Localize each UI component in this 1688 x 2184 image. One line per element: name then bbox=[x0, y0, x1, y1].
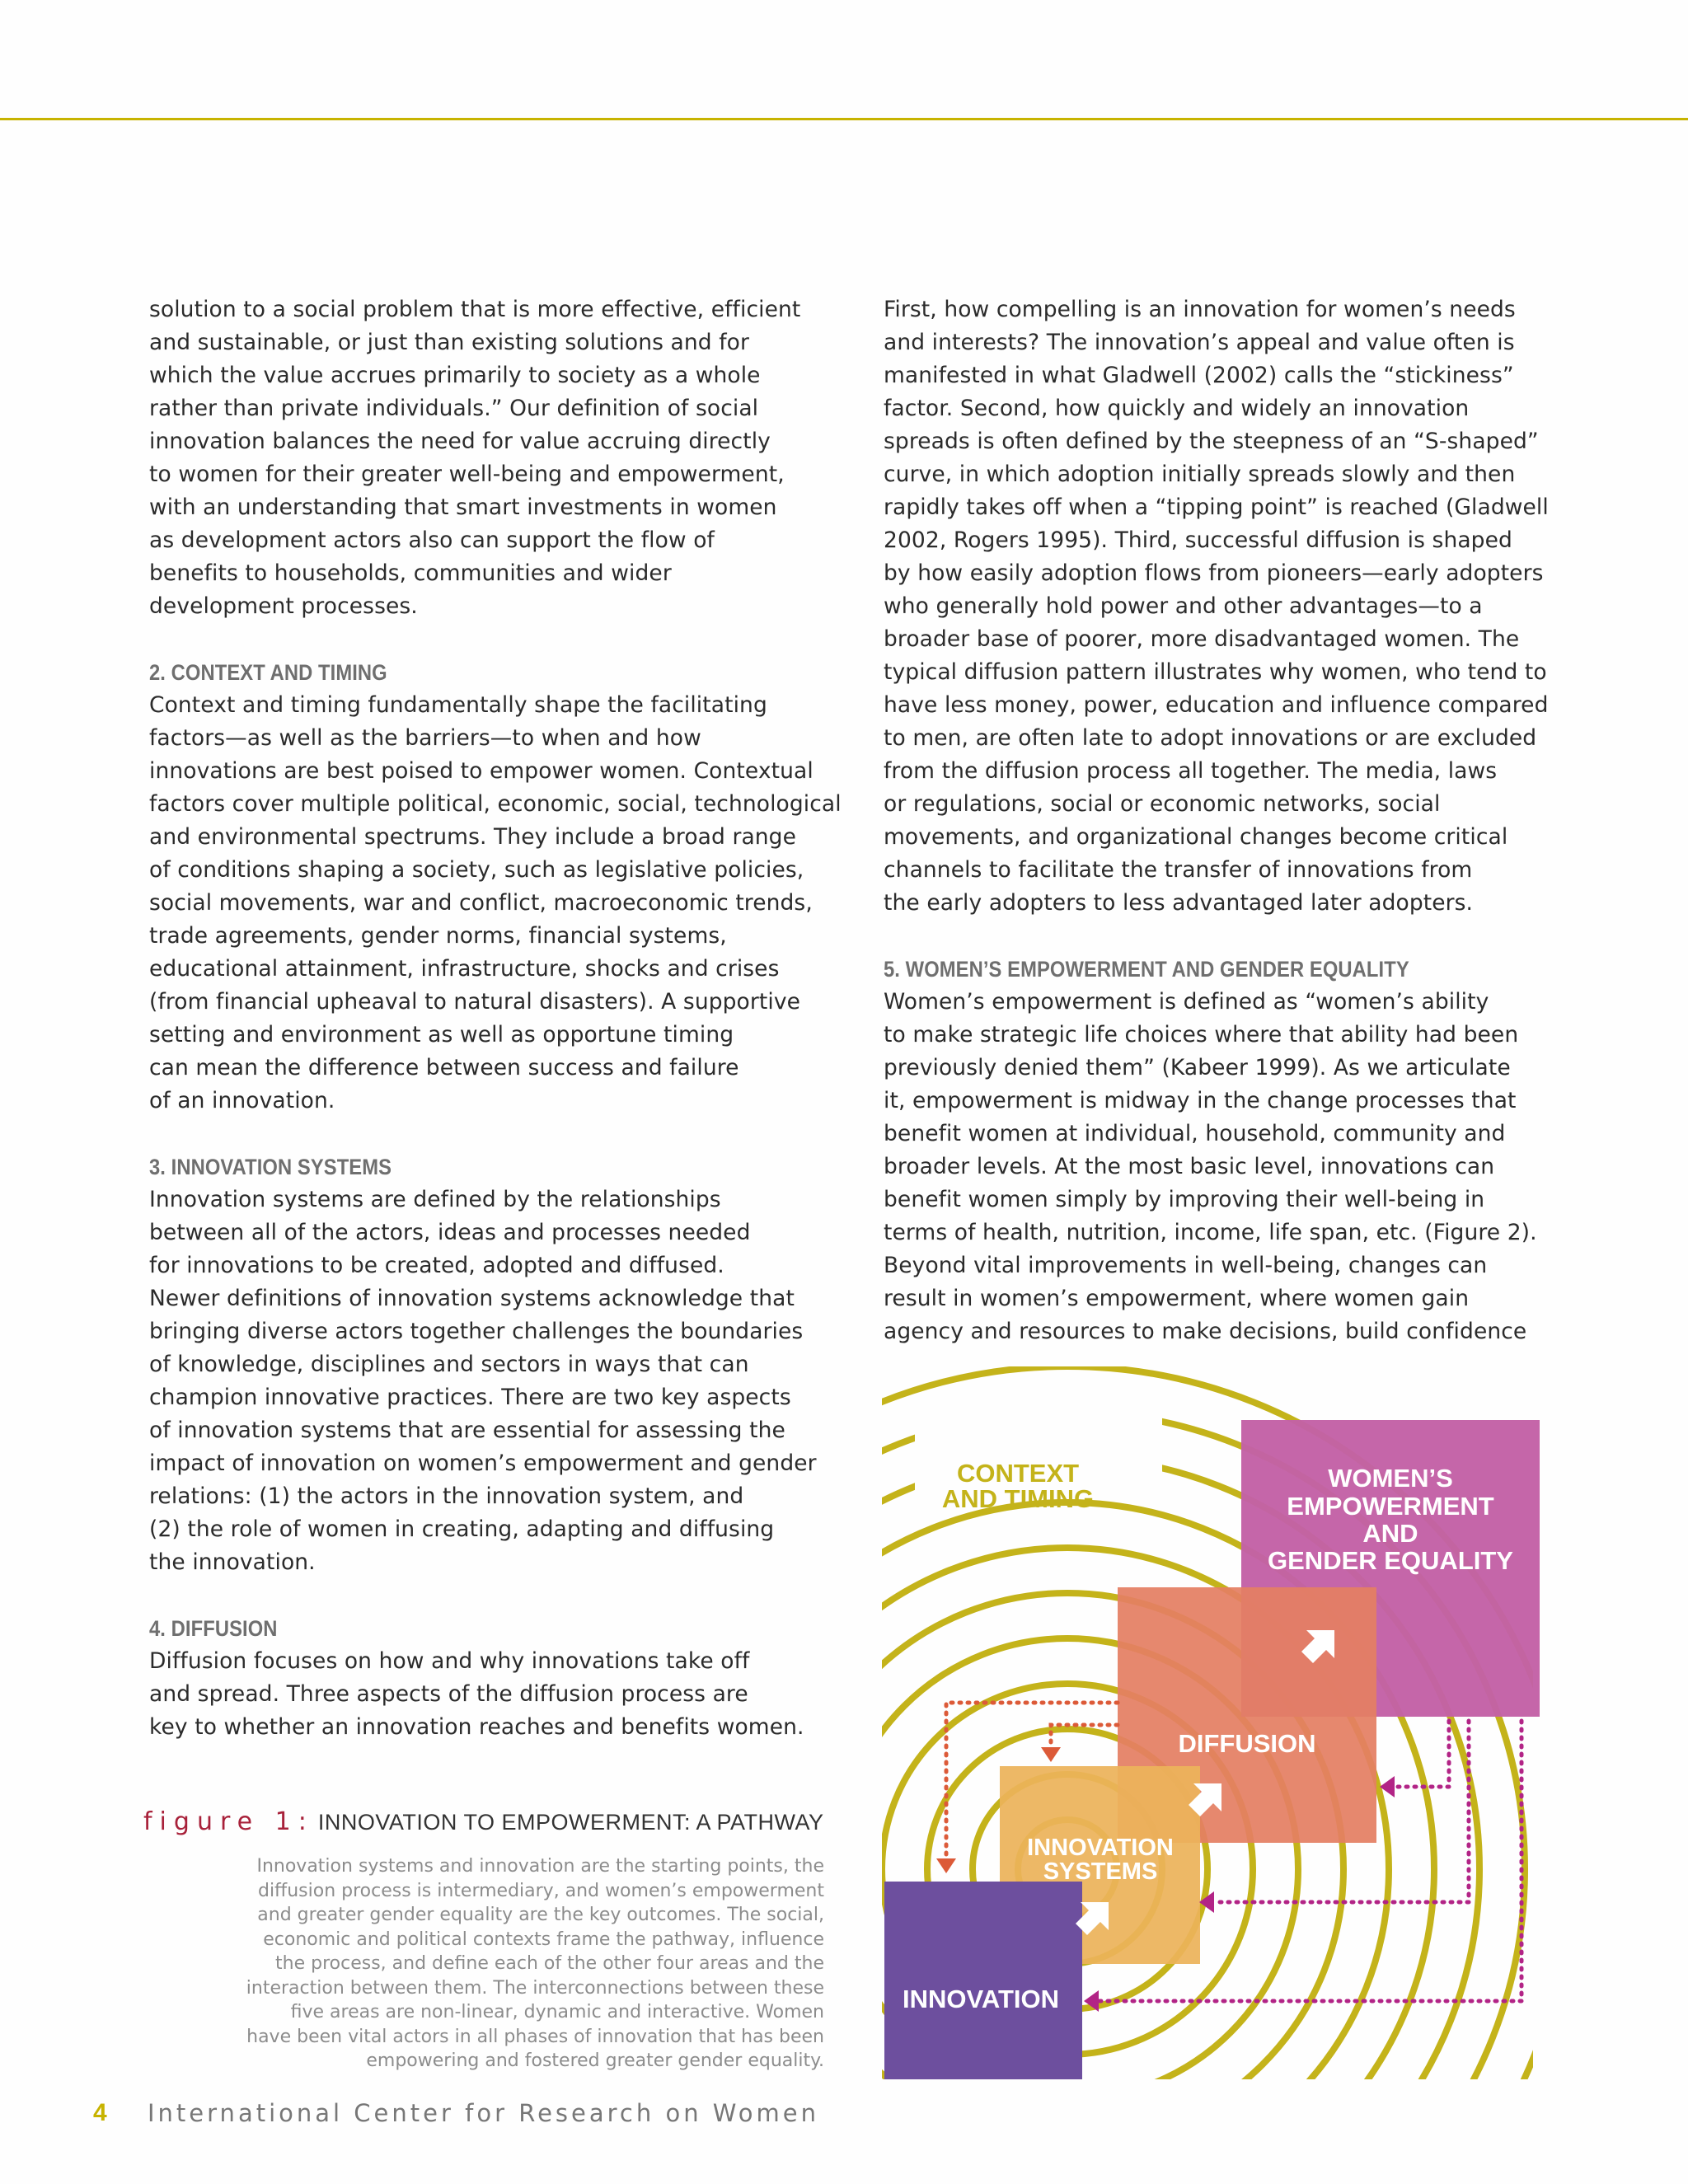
text-line: benefit women at individual, household, community and bbox=[884, 1121, 1506, 1146]
text-line: movements, and organizational changes become critical bbox=[884, 824, 1508, 850]
diffusion-label: DIFFUSION bbox=[1178, 1729, 1316, 1758]
text-line: innovations are best poised to empower women. Contextual bbox=[149, 758, 814, 784]
text-line: manifested in what Gladwell (2002) calls the “stickiness” bbox=[884, 363, 1514, 388]
text-line: economic and political contexts frame the pathway, influence bbox=[263, 1929, 824, 1950]
text-line: who generally hold power and other advantages—to a bbox=[884, 593, 1483, 619]
empowerment-label-line: GENDER EQUALITY bbox=[1268, 1546, 1513, 1575]
figure-caption bbox=[246, 1854, 824, 2074]
text-line: educational attainment, infrastructure, shocks and crises bbox=[149, 956, 780, 982]
text-line: and environmental spectrums. They include a broad range bbox=[149, 824, 796, 850]
text-line: First, how compelling is an innovation for women’s needs bbox=[884, 297, 1516, 322]
text-line: to women for their greater well-being and empowerment, bbox=[149, 462, 785, 487]
figure-title bbox=[143, 1807, 823, 1836]
empowerment-label-line: EMPOWERMENT bbox=[1287, 1492, 1494, 1521]
figure-label: figure 1: bbox=[143, 1807, 314, 1836]
text-line: innovation balances the need for value accruing directly bbox=[149, 429, 771, 454]
text-line: of conditions shaping a society, such as legislative policies, bbox=[149, 857, 804, 883]
page-footer bbox=[93, 2099, 819, 2127]
text-line: key to whether an innovation reaches and benefits women. bbox=[149, 1714, 804, 1740]
text-line: rather than private individuals.” Our definition of social bbox=[149, 396, 759, 421]
text-line: interaction between them. The interconnections between these bbox=[246, 1977, 824, 1999]
text-line: the innovation. bbox=[149, 1549, 316, 1575]
innovation-systems-paragraph bbox=[149, 1183, 817, 1579]
empowerment-paragraph bbox=[884, 986, 1543, 1348]
text-line: 2002, Rogers 1995). Third, successful diffusion is shaped bbox=[884, 527, 1512, 553]
text-line: setting and environment as well as opportune timing bbox=[149, 1022, 734, 1047]
text-line: trade agreements, gender norms, financial systems, bbox=[149, 923, 727, 949]
text-line: broader levels. At the most basic level, innovations can bbox=[884, 1154, 1495, 1179]
context-timing-paragraph bbox=[149, 689, 842, 1118]
text-line: the early adopters to less advantaged later adopters. bbox=[884, 890, 1474, 916]
intro-paragraph-right bbox=[884, 293, 1549, 920]
innovation-box bbox=[884, 1882, 1082, 2079]
section-heading-innovation-systems: 3. INNOVATION SYSTEMS bbox=[149, 1155, 392, 1179]
empowerment-label-line: WOMEN’S bbox=[1328, 1464, 1453, 1493]
organization-name: International Center for Research on Women bbox=[148, 2099, 819, 2127]
text-line: Innovation systems are defined by the relationships bbox=[149, 1187, 721, 1212]
text-line: and greater gender equality are the key outcomes. The social, bbox=[257, 1905, 824, 1925]
text-line: for innovations to be created, adopted and diffused. bbox=[149, 1253, 724, 1278]
text-line: Innovation systems and innovation are the starting points, the bbox=[256, 1856, 824, 1877]
right-column bbox=[884, 293, 1549, 1348]
text-line: Women’s empowerment is defined as “women’s ability bbox=[884, 989, 1489, 1015]
text-line: diffusion process is intermediary, and women’s empowerment bbox=[257, 1880, 824, 1901]
section-heading-empowerment: 5. WOMEN’S EMPOWERMENT AND GENDER EQUALITY bbox=[884, 957, 1409, 982]
text-line: from the diffusion process all together. The media, laws bbox=[884, 758, 1498, 784]
text-line: Context and timing fundamentally shape the facilitating bbox=[149, 692, 767, 718]
text-line: five areas are non-linear, dynamic and interactive. Women bbox=[290, 2002, 824, 2022]
text-line: by how easily adoption flows from pioneers—early adopters bbox=[884, 560, 1544, 586]
text-line: development processes. bbox=[149, 593, 418, 619]
text-line: and spread. Three aspects of the diffusion process are bbox=[149, 1681, 748, 1707]
text-line: of knowledge, disciplines and sectors in ways that can bbox=[149, 1352, 749, 1377]
text-line: have less money, power, education and influence compared bbox=[884, 692, 1549, 718]
text-line: impact of innovation on women’s empowerment and gender bbox=[149, 1451, 817, 1476]
text-line: to men, are often late to adopt innovations or are excluded bbox=[884, 725, 1537, 751]
section-heading-diffusion: 4. DIFFUSION bbox=[149, 1616, 278, 1641]
figure-heading: INNOVATION TO EMPOWERMENT: A PATHWAY bbox=[317, 1810, 824, 1835]
text-line: previously denied them” (Kabeer 1999). As we articulate bbox=[884, 1055, 1511, 1080]
top-rule bbox=[0, 118, 1688, 120]
text-line: (from financial upheaval to natural disasters). A supportive bbox=[149, 989, 801, 1015]
pathway-diagram bbox=[882, 1366, 1550, 2083]
text-line: agency and resources to make decisions, build confidence bbox=[884, 1319, 1527, 1344]
text-line: between all of the actors, ideas and processes needed bbox=[149, 1220, 751, 1245]
text-line: factors—as well as the barriers—to when and how bbox=[149, 725, 701, 751]
arrowhead-down-icon bbox=[1041, 1747, 1061, 1762]
text-line: Beyond vital improvements in well-being, changes can bbox=[884, 1253, 1488, 1278]
text-line: the process, and define each of the other four areas and the bbox=[275, 1953, 824, 1974]
text-line: terms of health, nutrition, income, life span, etc. (Figure 2). bbox=[884, 1220, 1537, 1245]
context-label-line: CONTEXT bbox=[956, 1459, 1080, 1488]
text-line: to make strategic life choices where that ability had been bbox=[884, 1022, 1519, 1047]
text-line: broader base of poorer, more disadvantaged women. The bbox=[884, 626, 1520, 652]
text-line: champion innovative practices. There are two key aspects bbox=[149, 1385, 791, 1410]
empowerment-label-line: AND bbox=[1362, 1519, 1418, 1548]
text-line: of an innovation. bbox=[149, 1088, 335, 1113]
text-line: Diffusion focuses on how and why innovations take off bbox=[149, 1648, 750, 1674]
text-line: (2) the role of women in creating, adapting and diffusing bbox=[149, 1516, 775, 1542]
intro-paragraph-left bbox=[149, 293, 801, 623]
section-heading-context-timing: 2. CONTEXT AND TIMING bbox=[149, 660, 387, 685]
text-line: typical diffusion pattern illustrates why women, who tend to bbox=[884, 659, 1547, 685]
text-line: as development actors also can support the flow of bbox=[149, 527, 715, 553]
diffusion-paragraph bbox=[149, 1645, 804, 1744]
text-line: social movements, war and conflict, macroeconomic trends, bbox=[149, 890, 813, 916]
text-line: result in women’s empowerment, where women gain bbox=[884, 1286, 1470, 1311]
innovation-systems-label-line: INNOVATION bbox=[1027, 1835, 1174, 1861]
text-line: solution to a social problem that is more effective, efficient bbox=[149, 297, 801, 322]
text-line: factor. Second, how quickly and widely an innovation bbox=[884, 396, 1470, 421]
text-line: spreads is often defined by the steepness of an “S-shaped” bbox=[884, 429, 1539, 454]
text-line: of innovation systems that are essential for assessing the bbox=[149, 1418, 785, 1443]
context-label-line: AND TIMING bbox=[941, 1484, 1095, 1513]
context-label bbox=[942, 1459, 1094, 1513]
text-line: rapidly takes off when a “tipping point” is reached (Gladwell bbox=[884, 494, 1549, 520]
text-line: empowering and fostered greater gender equality. bbox=[366, 2050, 824, 2071]
text-line: benefit women simply by improving their well-being in bbox=[884, 1187, 1485, 1212]
text-line: benefits to households, communities and wider bbox=[149, 560, 672, 586]
arrowhead-down-icon bbox=[936, 1858, 956, 1873]
text-line: bringing diverse actors together challenges the boundaries bbox=[149, 1319, 804, 1344]
text-line: and interests? The innovation’s appeal and value often is bbox=[884, 330, 1515, 355]
text-line: or regulations, social or economic networks, social bbox=[884, 791, 1441, 817]
text-line: with an understanding that smart investments in women bbox=[149, 494, 777, 520]
innovation-label: INNOVATION bbox=[902, 1985, 1060, 2013]
left-column bbox=[149, 293, 842, 1744]
text-line: relations: (1) the actors in the innovation system, and bbox=[149, 1483, 744, 1509]
innovation-systems-label-line: SYSTEMS bbox=[1043, 1858, 1158, 1885]
text-line: factors cover multiple political, economic, social, technological bbox=[149, 791, 842, 817]
innovation-systems-label bbox=[1027, 1835, 1174, 1885]
text-line: have been vital actors in all phases of innovation that has been bbox=[246, 2026, 824, 2047]
text-line: curve, in which adoption initially spreads slowly and then bbox=[884, 462, 1516, 487]
text-line: Newer definitions of innovation systems acknowledge that bbox=[149, 1286, 795, 1311]
text-line: can mean the difference between success and failure bbox=[149, 1055, 739, 1080]
text-line: it, empowerment is midway in the change processes that bbox=[884, 1088, 1517, 1113]
page-number: 4 bbox=[93, 2099, 107, 2126]
text-line: and sustainable, or just than existing solutions and for bbox=[149, 330, 749, 355]
text-line: which the value accrues primarily to society as a whole bbox=[149, 363, 761, 388]
text-line: channels to facilitate the transfer of innovations from bbox=[884, 857, 1473, 883]
